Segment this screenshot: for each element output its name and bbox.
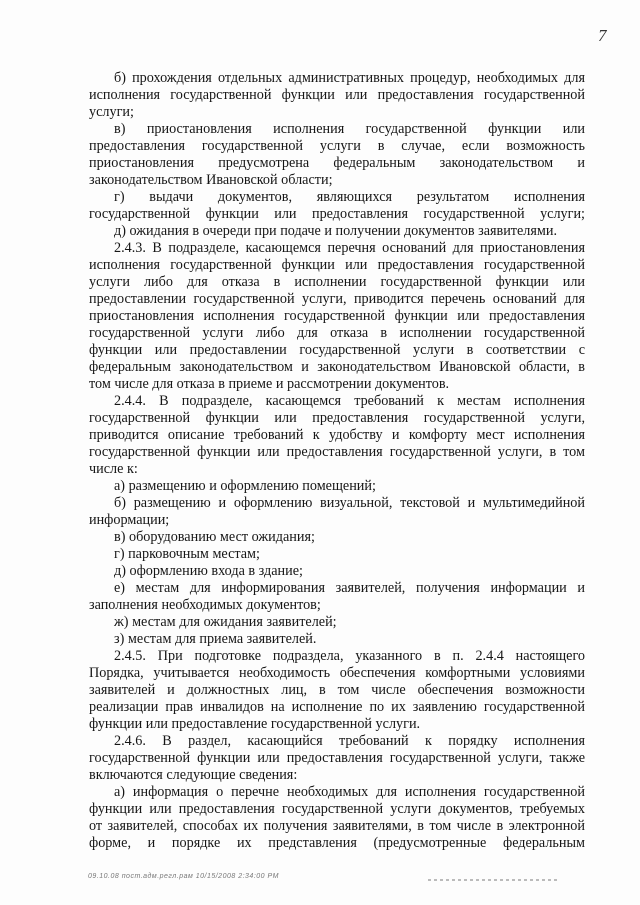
text-line: г) парковочным местам; <box>114 546 260 562</box>
text-line: 2.4.6. В раздел, касающийся требований к порядку исполнения <box>114 733 585 749</box>
text-line: приостановления исполнения государственной функции или предоставления <box>89 308 585 324</box>
text-line: б) прохождения отдельных административных процедур, необходимых для <box>114 70 585 86</box>
text-line: 2.4.4. В подразделе, касающемся требований к местам исполнения <box>114 393 585 409</box>
page-number: 7 <box>598 26 607 45</box>
text-line: государственной услуги либо для отказа в исполнении государственной <box>89 325 585 341</box>
text-line: государственной функции или предоставления государственной услуги, в том <box>89 444 585 460</box>
text-line: федеральным законодательством и законодательством Ивановской области, в <box>89 359 585 375</box>
text-line: исполнения государственной функции или предоставления государственной <box>89 257 585 273</box>
text-line: функции или предоставлении государственной услуги в соответствии с <box>89 342 585 358</box>
text-line: 2.4.3. В подразделе, касающемся перечня оснований для приостановления <box>114 240 585 256</box>
text-line: Порядка, учитывается необходимость обеспечения комфортными условиями <box>89 665 585 681</box>
text-line: государственной функции или предоставления государственной услуги, также <box>89 750 585 766</box>
text-line: реализации прав инвалидов на исполнение по их заявлению государственной <box>89 699 585 715</box>
text-line: б) размещению и оформлению визуальной, текстовой и мультимедийной <box>114 495 585 511</box>
file-footer: 09.10.08 пост.адм.регл.рам 10/15/2008 2:34:00 PM <box>88 873 280 880</box>
text-line: а) информация о перечне необходимых для исполнения государственной <box>114 784 585 800</box>
text-line: информации; <box>89 512 170 528</box>
text-line: е) местам для информирования заявителей, получения информации и <box>114 580 585 596</box>
text-line: государственной функции или предоставления государственной услуги; <box>89 206 585 222</box>
text-line: з) местам для приема заявителей. <box>114 631 317 647</box>
text-line: от заявителей, способах их получения заявителями, в том числе в электронной <box>89 818 585 834</box>
text-line: исполнения государственной функции или предоставления государственной <box>89 87 585 103</box>
text-line: 2.4.5. При подготовке подраздела, указанного в п. 2.4.4 настоящего <box>114 648 585 664</box>
text-line: услуги; <box>89 104 134 120</box>
scan-artifact <box>428 879 558 881</box>
text-line: приостановления предусмотрена федеральным законодательством и <box>89 155 585 171</box>
text-line: д) ожидания в очереди при подаче и получении документов заявителями. <box>114 223 558 239</box>
text-line: предоставления государственной услуги в случае, если возможность <box>89 138 585 154</box>
text-line: числе к: <box>89 461 138 477</box>
text-line: предоставлении государственной услуги, приводится перечень оснований для <box>89 291 585 307</box>
text-line: заполнения необходимых документов; <box>89 597 321 613</box>
text-line: г) выдачи документов, являющихся результатом исполнения <box>114 189 585 205</box>
text-line: а) размещению и оформлению помещений; <box>114 478 376 494</box>
text-line: приводится описание требований к удобству и комфорту мест исполнения <box>89 427 585 443</box>
text-line: в) оборудованию мест ожидания; <box>114 529 315 545</box>
text-line: государственной функции или предоставления государственной услуги, <box>89 410 585 426</box>
text-line: законодательством Ивановской области; <box>89 172 333 188</box>
text-line: функции или предоставления государственной услуги документов, требуемых <box>89 801 585 817</box>
text-line: функции или предоставление государственной услуги. <box>89 716 421 732</box>
text-line: том числе для отказа в приеме и рассмотрении документов. <box>89 376 450 392</box>
text-line: заявителей и должностных лиц, в том числе обеспечения возможности <box>89 682 585 698</box>
text-line: ж) местам для ожидания заявителей; <box>114 614 337 630</box>
text-line: включаются следующие сведения: <box>89 767 298 783</box>
text-line: форме, и порядке их представления (предусмотренные федеральным <box>89 835 585 851</box>
text-line: в) приостановления исполнения государственной функции или <box>114 121 585 137</box>
text-line: услуги либо для отказа в исполнении государственной функции или <box>89 274 585 290</box>
text-line: д) оформлению входа в здание; <box>114 563 303 579</box>
